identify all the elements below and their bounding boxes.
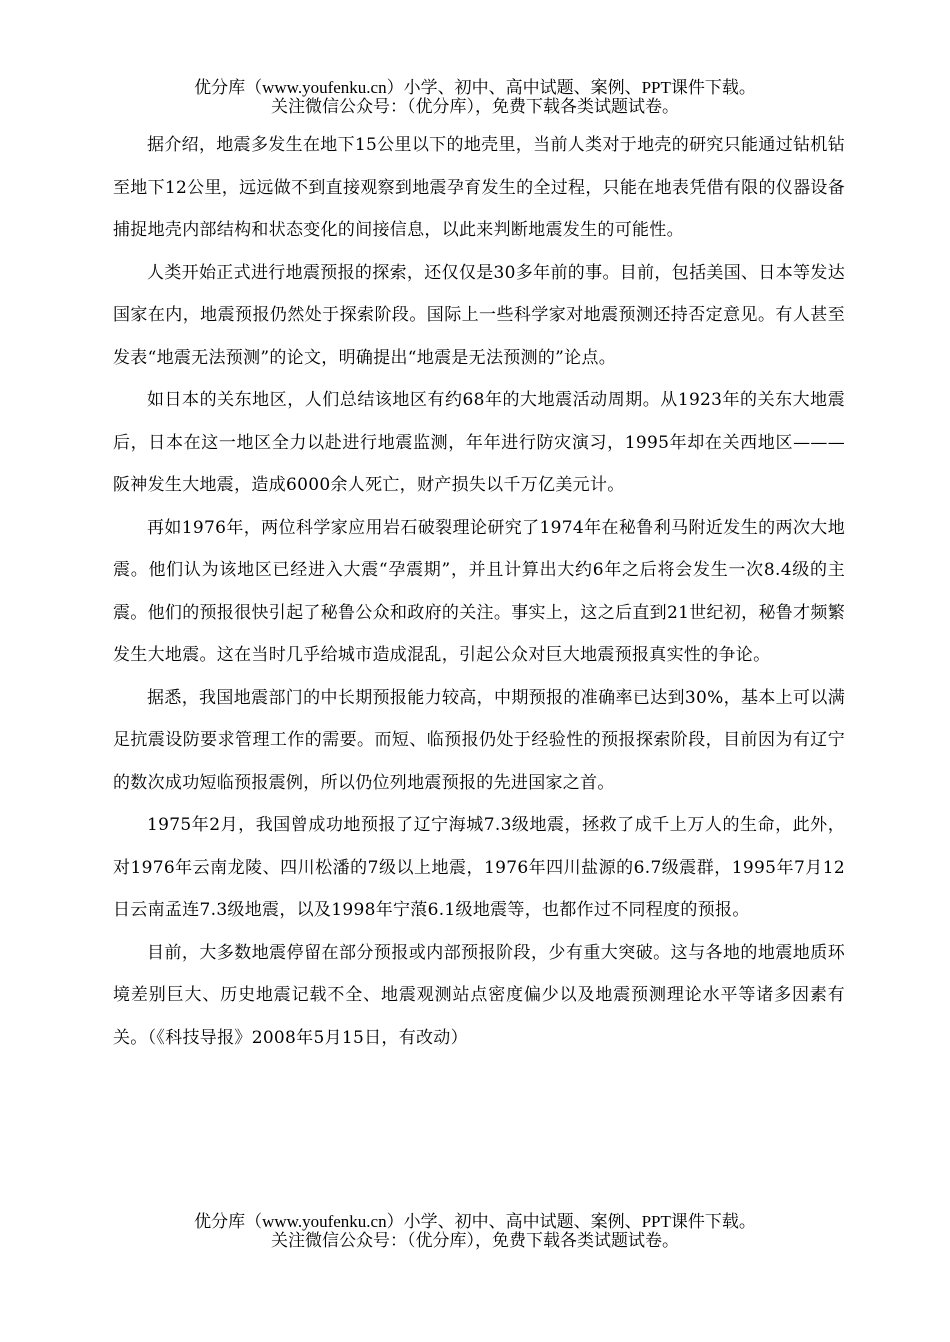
paragraph-5: 据悉，我国地震部门的中长期预报能力较高，中期预报的准确率已达到30%，基本上可以满足抗震设防要求管理工作的需要。而短、临预报仍处于经验性的预报探索阶段，目前因为有辽宁的数次成功短临预报震例，所以仍位列地震预报的先进国家之首。 [113,687,845,793]
paragraph-7: 目前，大多数地震停留在部分预报或内部预报阶段，少有重大突破。这与各地的地震地质环境差别巨大、历史地震记载不全、地震观测站点密度偏少以及地震预测理论水平等诸多因素有关。（《科技导报》2008年5月15日，有改动） [113,942,845,1048]
paragraph-4: 再如1976年，两位科学家应用岩石破裂理论研究了1974年在秘鲁利马附近发生的两次大地震。他们认为该地区已经进入大震“孕震期”，并且计算出大约6年之后将会发生一次8.4级的主震。他们的预报很快引起了秘鲁公众和政府的关注。事实上，这之后直到21世纪初，秘鲁才频繁发生大地震。这在当时几乎给城市造成混乱，引起公众对巨大地震预报真实性的争论。 [113,517,845,665]
paragraph-1: 据介绍，地震多发生在地下15公里以下的地壳里，当前人类对于地壳的研究只能通过钻机钻至地下12公里，远远做不到直接观察到地震孕育发生的全过程，只能在地表凭借有限的仪器设备捕捉地壳内部结构和状态变化的间接信息，以此来判断地震发生的可能性。 [113,135,845,240]
header-line-2: 关注微信公众号：（优分库），免费下载各类试题试卷。 [271,97,679,116]
footer-line-1: 优分库（www.youfenku.cn）小学、初中、高中试题、案例、PPT课件下载。 [194,1212,756,1231]
paragraph-6: 1975年2月，我国曾成功地预报了辽宁海城7.3级地震，拯救了成千上万人的生命，此外，对1976年云南龙陵、四川松潘的7级以上地震，1976年四川盐源的6.7级震群，1995年7月12日云南孟连7.3级地震，以及1998年宁蒗6.1级地震等，也都作过不同程度的预报。 [113,815,845,920]
page-header [0,78,950,116]
page-footer [0,1212,950,1250]
paragraph-2: 人类开始正式进行地震预报的探索，还仅仅是30多年前的事。目前，包括美国、日本等发达国家在内，地震预报仍然处于探索阶段。国际上一些科学家对地震预测还持否定意见。有人甚至发表“地震无法预测”的论文，明确提出“地震是无法预测的”论点。 [113,262,845,368]
paragraph-3: 如日本的关东地区，人们总结该地区有约68年的大地震活动周期。从1923年的关东大地震后，日本在这一地区全力以赴进行地震监测，年年进行防灾演习，1995年却在关西地区———阪神发生大地震，造成6000余人死亡，财产损失以千万亿美元计。 [113,390,845,495]
article-body [113,124,845,1059]
header-line-1: 优分库（www.youfenku.cn）小学、初中、高中试题、案例、PPT课件下载。 [194,78,756,97]
footer-line-2: 关注微信公众号：（优分库），免费下载各类试题试卷。 [271,1231,679,1250]
